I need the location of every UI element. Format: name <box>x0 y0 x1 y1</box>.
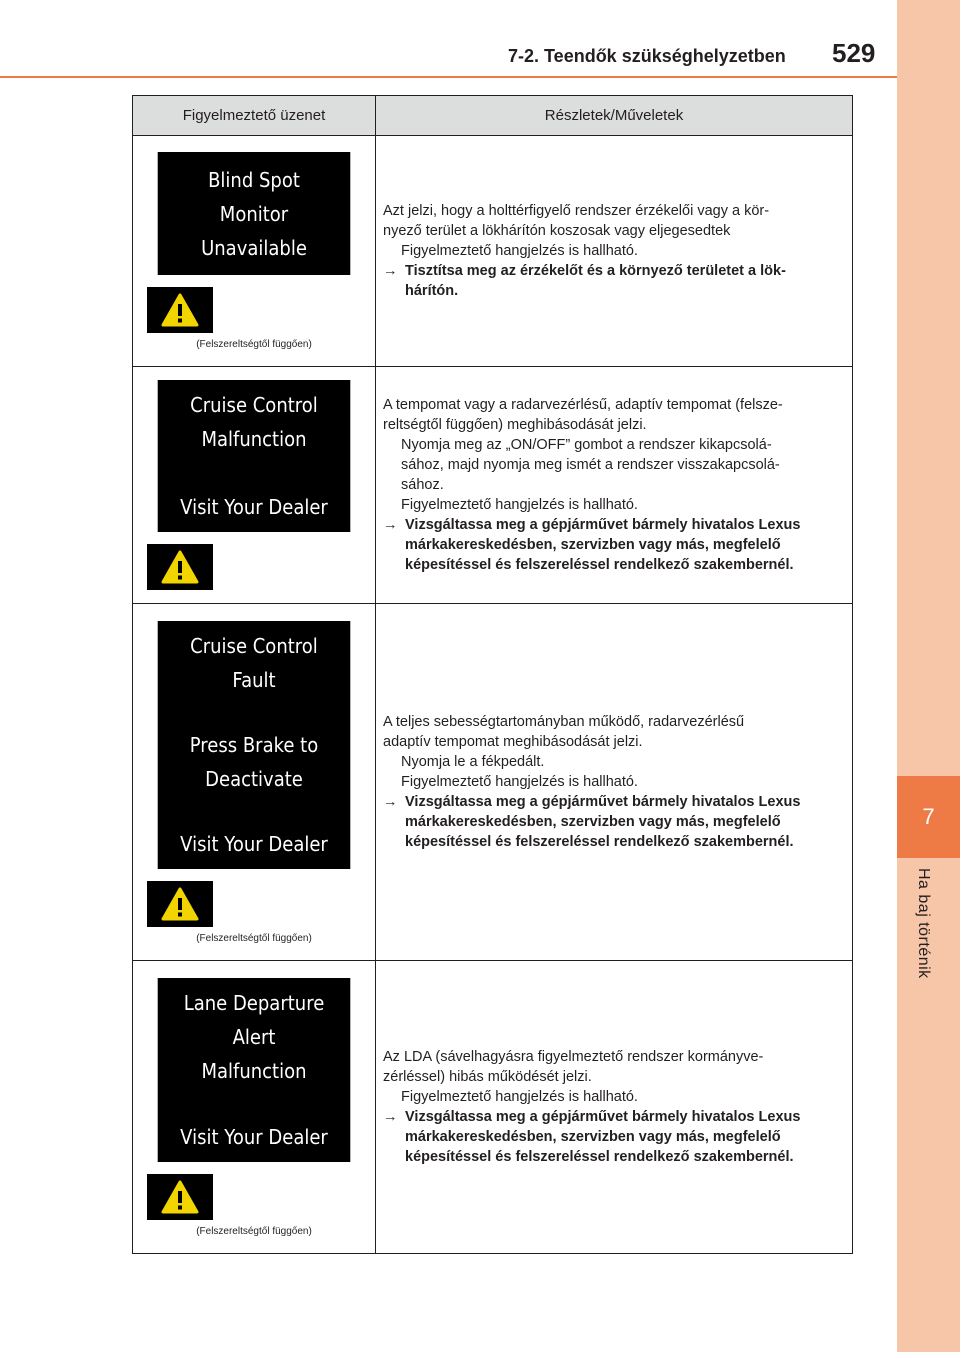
description-line: adaptív tempomat meghibásodását jelzi. <box>383 734 643 750</box>
screen-text-line: Visit Your Dealer <box>180 495 328 519</box>
detail-line: Nyomja meg az „ON/OFF” gombot a rendszer kikapcsolá- <box>401 437 772 453</box>
detail-line: sához. <box>401 477 444 493</box>
description-line: reltségtől függően) meghibásodását jelzi. <box>383 417 647 433</box>
warning-triangle-icon <box>161 293 199 327</box>
equipment-note: (Felszereltségtől függően) <box>196 932 312 944</box>
action-instruction <box>383 792 842 852</box>
display-screen <box>158 978 351 1162</box>
table-row <box>133 604 853 961</box>
action-line: márkakereskedésben, szervizben vagy más, megfelelő <box>405 1129 781 1145</box>
description-line: Az LDA (sávelhagyásra figyelmeztető rendszer kormányve- <box>383 1049 764 1065</box>
description-line: zérléssel) hibás működését jelzi. <box>383 1069 592 1085</box>
screen-text-line: Deactivate <box>205 766 303 791</box>
screen-text-line: Malfunction <box>201 1058 307 1083</box>
detail-line: Nyomja le a fékpedált. <box>401 754 545 770</box>
screen-text-line: Lane Departure <box>183 990 325 1015</box>
screen-text-line: Cruise Control <box>190 393 318 417</box>
screen-text-line: Blind Spot <box>208 167 300 192</box>
message-cell <box>133 604 376 961</box>
action-line: képesítéssel és felszereléssel rendelkező szakembernél. <box>405 1149 794 1165</box>
display-screen <box>158 152 351 275</box>
warning-indicator <box>147 1174 213 1220</box>
description-line: nyező terület a lökhárítón koszosak vagy eljegesedtek <box>383 223 731 239</box>
action-text <box>405 792 800 852</box>
action-text <box>405 261 786 301</box>
warning-indicator-wrap <box>147 1174 361 1220</box>
chapter-number: 7 <box>897 776 960 858</box>
equipment-note: (Felszereltségtől függően) <box>196 339 312 350</box>
message-cell <box>133 136 376 367</box>
action-text <box>405 1107 800 1167</box>
arrow-icon: → <box>383 517 398 533</box>
screen-text-line: Fault <box>232 667 276 692</box>
warning-indicator-wrap <box>147 881 361 927</box>
action-line: Vizsgáltassa meg a gépjárművet bármely hivatalos Lexus <box>405 1109 801 1125</box>
table-row <box>133 961 853 1254</box>
action-instruction <box>383 261 842 301</box>
screen-text-line: Monitor <box>219 201 289 226</box>
details-cell <box>376 136 853 367</box>
action-instruction <box>383 1107 842 1167</box>
arrow-icon: → <box>383 1109 398 1125</box>
screen-text-line: Cruise Control <box>190 633 318 658</box>
detail-line: sához, majd nyomja meg ismét a rendszer visszakapcsolá- <box>401 457 780 473</box>
action-line: márkakereskedésben, szervizben vagy más, megfelelő <box>405 814 781 830</box>
detail-line: Figyelmeztető hangjelzés is hallható. <box>401 497 638 513</box>
message-cell <box>133 961 376 1254</box>
warning-message-table <box>132 95 853 1254</box>
description-line: A teljes sebességtartományban működő, radarvezérlésű <box>383 714 745 730</box>
detail-line: Figyelmeztető hangjelzés is hallható. <box>401 243 638 259</box>
warning-indicator-wrap <box>147 287 361 333</box>
action-line: Vizsgáltassa meg a gépjárművet bármely hivatalos Lexus <box>405 517 801 533</box>
page-number: 529 <box>832 38 876 68</box>
arrow-icon: → <box>383 794 398 810</box>
warning-triangle-icon <box>161 550 199 584</box>
warning-indicator <box>147 544 213 590</box>
warning-indicator <box>147 287 213 333</box>
details-cell <box>376 367 853 604</box>
details-cell <box>376 961 853 1254</box>
action-line: Tisztítsa meg az érzékelőt és a környező területet a lök- <box>405 263 786 279</box>
detail-line: Figyelmeztető hangjelzés is hallható. <box>401 774 638 790</box>
warning-triangle-icon <box>161 1180 199 1214</box>
screen-text-line: Unavailable <box>201 235 307 260</box>
description-line: A tempomat vagy a radarvezérlésű, adaptív tempomat (felsze- <box>383 397 783 413</box>
screen-text-line: Visit Your Dealer <box>180 1124 328 1149</box>
equipment-note: (Felszereltségtől függően) <box>196 1225 312 1237</box>
table-row <box>133 136 853 367</box>
display-screen <box>158 380 351 532</box>
action-line: hárítón. <box>405 283 459 299</box>
action-line: márkakereskedésben, szervizben vagy más, megfelelő <box>405 537 781 553</box>
action-instruction <box>383 515 842 575</box>
display-screen <box>158 621 351 869</box>
header-rule <box>0 76 897 78</box>
column-header-details: Részletek/Műveletek <box>376 96 853 136</box>
message-cell <box>133 367 376 604</box>
description-line: Azt jelzi, hogy a holttérfigyelő rendszer érzékelői vagy a kör- <box>383 203 770 219</box>
action-text <box>405 515 800 575</box>
table-header-row <box>133 96 853 136</box>
table-row <box>133 367 853 604</box>
action-line: képesítéssel és felszereléssel rendelkező szakembernél. <box>405 557 794 573</box>
section-title: 7-2. Teendők szükséghelyzetben <box>508 46 786 66</box>
warning-indicator-wrap <box>147 544 361 590</box>
warning-indicator <box>147 881 213 927</box>
details-cell <box>376 604 853 961</box>
column-header-message: Figyelmeztető üzenet <box>133 96 376 136</box>
chapter-label: Ha baj történik <box>915 868 932 979</box>
screen-text-line: Alert <box>232 1024 276 1049</box>
warning-triangle-icon <box>161 887 199 921</box>
screen-text-line: Visit Your Dealer <box>180 831 328 856</box>
arrow-icon: → <box>383 263 398 279</box>
action-line: Vizsgáltassa meg a gépjárművet bármely hivatalos Lexus <box>405 794 801 810</box>
screen-text-line: Press Brake to <box>189 732 319 757</box>
action-line: képesítéssel és felszereléssel rendelkező szakembernél. <box>405 834 794 850</box>
side-tab <box>897 0 960 1352</box>
screen-text-line: Malfunction <box>201 427 307 451</box>
detail-line: Figyelmeztető hangjelzés is hallható. <box>401 1089 638 1105</box>
